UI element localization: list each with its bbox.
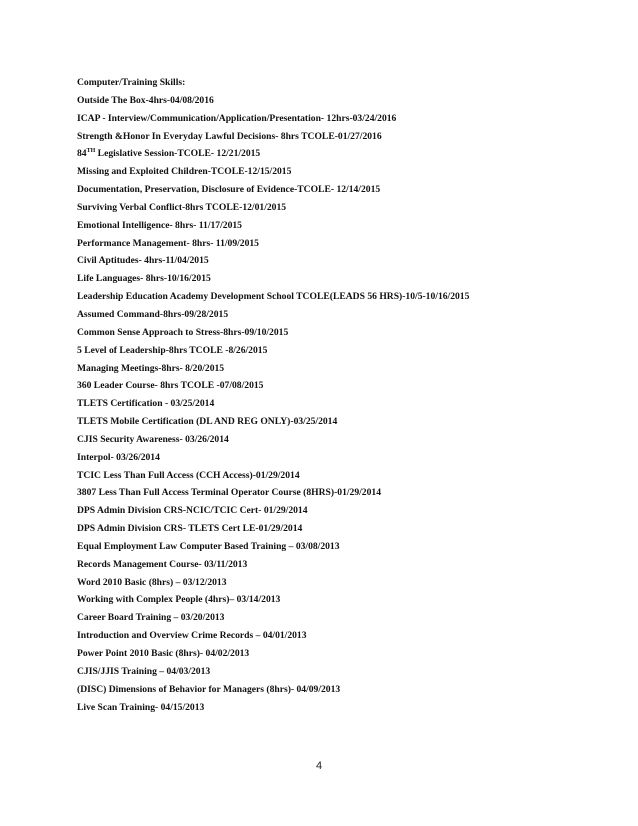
- list-item: ICAP - Interview/Communication/Application/Presentation- 12hrs-03/24/2016: [77, 112, 397, 124]
- list-item: Power Point 2010 Basic (8hrs)- 04/02/2013: [77, 648, 250, 659]
- list-item: Managing Meetings-8hrs- 8/20/2015: [77, 362, 225, 374]
- list-item: Assumed Command-8hrs-09/28/2015: [77, 308, 229, 320]
- list-item: Civil Aptitudes- 4hrs-11/04/2015: [77, 255, 209, 267]
- list-item: Introduction and Overview Crime Records – 04/01/2013: [77, 630, 307, 642]
- list-item-legislative-session: [77, 145, 577, 163]
- list-item: Strength &Honor In Everyday Lawful Decisions- 8hrs TCOLE-01/27/2016: [77, 130, 382, 142]
- list-item: TCIC Less Than Full Access (CCH Access)-01/29/2014: [77, 469, 300, 481]
- list-item: (DISC) Dimensions of Behavior for Managers (8hrs)- 04/09/2013: [77, 683, 341, 695]
- list-item: Leadership Education Academy Development School TCOLE(LEADS 56 HRS)-10/5-10/16/2015: [77, 291, 470, 303]
- list-item: Working with Complex People (4hrs)– 03/14/2013: [77, 594, 281, 606]
- page-number: 4: [315, 760, 323, 772]
- list-item: Records Management Course- 03/11/2013: [77, 558, 248, 570]
- ordinal-number: 84: [77, 148, 87, 160]
- list-item: Outside The Box-4hrs-04/08/2016: [77, 94, 214, 106]
- list-item: 5 Level of Leadership-8hrs TCOLE -8/26/2015: [77, 344, 268, 356]
- legislative-text: Legislative Session-TCOLE- 12/21/2015: [95, 148, 261, 160]
- ordinal-suffix: TH: [86, 148, 96, 155]
- list-item: DPS Admin Division CRS- TLETS Cert LE-01/29/2014: [77, 523, 303, 535]
- list-item: TLETS Mobile Certification (DL AND REG ONLY)-03/25/2014: [77, 416, 338, 428]
- list-item: Equal Employment Law Computer Based Training – 03/08/2013: [77, 540, 340, 552]
- list-item: Life Languages- 8hrs-10/16/2015: [77, 273, 211, 285]
- list-item: Emotional Intelligence- 8hrs- 11/17/2015: [77, 219, 242, 231]
- list-item: Live Scan Training- 04/15/2013: [77, 701, 205, 713]
- list-item: CJIS Security Awareness- 03/26/2014: [77, 433, 229, 445]
- list-item: 3807 Less Than Full Access Terminal Operator Course (8HRS)-01/29/2014: [77, 487, 381, 499]
- list-item: Documentation, Preservation, Disclosure of Evidence-TCOLE- 12/14/2015: [77, 184, 381, 196]
- list-item: Common Sense Approach to Stress-8hrs-09/10/2015: [77, 326, 289, 338]
- list-item: Career Board Training – 03/20/2013: [77, 612, 225, 624]
- section-heading: Computer/Training Skills:: [77, 77, 186, 88]
- list-item: Interpol- 03/26/2014: [77, 451, 160, 463]
- list-item: Word 2010 Basic (8hrs) – 03/12/2013: [77, 576, 227, 588]
- training-list: [77, 74, 577, 716]
- list-item: CJIS/JJIS Training – 04/03/2013: [77, 665, 211, 677]
- list-item: 360 Leader Course- 8hrs TCOLE -07/08/2015: [77, 380, 264, 392]
- list-item: Missing and Exploited Children-TCOLE-12/15/2015: [77, 166, 292, 178]
- list-item: DPS Admin Division CRS-NCIC/TCIC Cert- 01/29/2014: [77, 505, 308, 517]
- list-item: TLETS Certification - 03/25/2014: [77, 398, 215, 410]
- list-item: Surviving Verbal Conflict-8hrs TCOLE-12/01/2015: [77, 201, 287, 213]
- list-item: Performance Management- 8hrs- 11/09/2015: [77, 237, 259, 249]
